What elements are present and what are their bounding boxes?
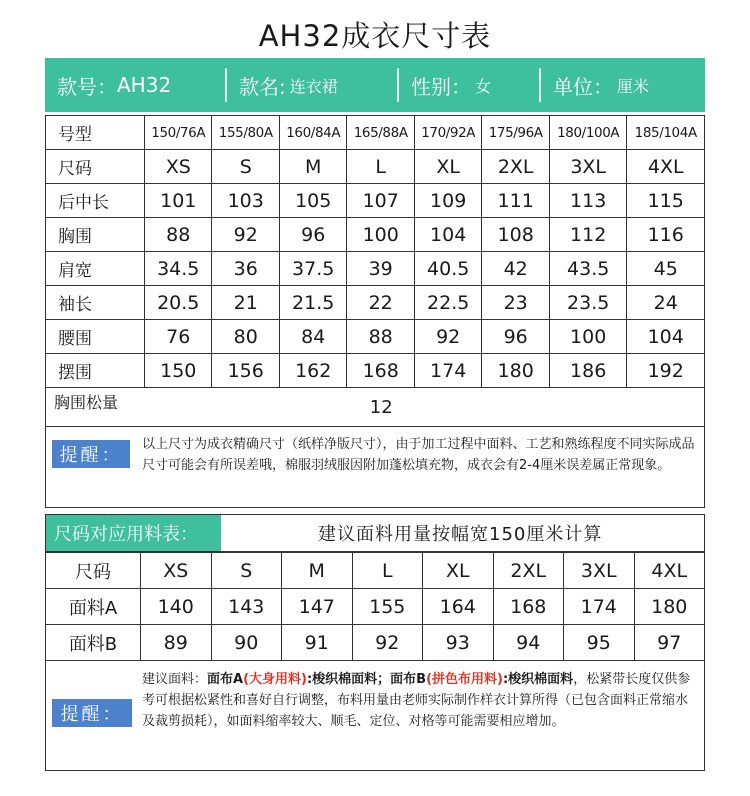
page-title: AH32成衣尺寸表 (258, 19, 492, 53)
table-cell: 21 (212, 286, 279, 320)
table-cell: 94 (493, 625, 564, 661)
suggest-label: 建议面料： (142, 672, 208, 687)
fabric-b-type: :梭织棉面料 (502, 672, 574, 687)
table-cell: 165/88A (347, 116, 414, 150)
header-bar (45, 58, 705, 112)
table-cell: 45 (627, 252, 705, 286)
table-cell: 147 (282, 589, 353, 625)
row-label: 尺码 (46, 150, 145, 184)
style-label: 款号： (57, 74, 117, 99)
table-cell: 162 (279, 354, 346, 388)
table-cell: XL (423, 553, 494, 589)
row-label: 肩宽 (46, 252, 145, 286)
table-cell: 107 (347, 184, 414, 218)
material-reminder-tag: 提醒： (52, 699, 132, 727)
table-cell: 170/92A (414, 116, 481, 150)
table-cell: 3XL (549, 150, 627, 184)
table-cell: 36 (212, 252, 279, 286)
table-cell: 180 (634, 589, 705, 625)
table-cell: 108 (482, 218, 549, 252)
material-note: ，松紧带长度仅供参考可根据松紧性和喜好自行调整，布料用量由老师实际制作样衣计算所得（已包含面料正常缩水及裁剪损耗），如面料缩率较大、顺毛、定位、对格等可能需要相应增加。 (142, 672, 691, 729)
table-cell: 115 (627, 184, 705, 218)
table-cell: XS (141, 553, 212, 589)
table-cell: 150 (145, 354, 212, 388)
table-cell: 88 (347, 320, 414, 354)
fabric-b-label: 面布B (390, 672, 427, 687)
table-cell: 104 (627, 320, 705, 354)
table-cell: 100 (549, 320, 627, 354)
table-cell: 42 (482, 252, 549, 286)
table-cell: L (352, 553, 423, 589)
row-label: 面料A (46, 589, 141, 625)
reminder-box (45, 424, 705, 508)
table-cell: 2XL (482, 150, 549, 184)
table-cell: M (282, 553, 353, 589)
table-cell: 113 (549, 184, 627, 218)
table-cell: S (211, 553, 282, 589)
style-name (227, 58, 397, 112)
row-label: 胸围 (46, 218, 145, 252)
table-cell: S (212, 150, 279, 184)
unit-label: 单位： (553, 74, 613, 99)
table-cell: 174 (414, 354, 481, 388)
table-cell: 174 (564, 589, 635, 625)
table-cell: 76 (145, 320, 212, 354)
table-cell: 175/96A (482, 116, 549, 150)
table-cell: 93 (423, 625, 494, 661)
table-cell: 39 (347, 252, 414, 286)
table-cell: 89 (141, 625, 212, 661)
table-cell: 104 (414, 218, 481, 252)
table-cell: 92 (212, 218, 279, 252)
table-cell: 96 (279, 218, 346, 252)
table-cell: 180 (482, 354, 549, 388)
table-cell: 4XL (627, 150, 705, 184)
table-cell: 88 (145, 218, 212, 252)
table-cell: 95 (564, 625, 635, 661)
table-cell: 150/76A (145, 116, 212, 150)
table-cell: 97 (634, 625, 705, 661)
size-table (45, 115, 705, 427)
table-cell: M (279, 150, 346, 184)
table-cell: 100 (347, 218, 414, 252)
table-cell: 116 (627, 218, 705, 252)
table-cell: 20.5 (145, 286, 212, 320)
unit-value: 厘米 (617, 76, 650, 96)
table-cell: 90 (211, 625, 282, 661)
looseness-label: 胸围松量 (46, 388, 145, 427)
table-cell: 84 (279, 320, 346, 354)
table-cell: 109 (414, 184, 481, 218)
gender-label: 性别： (411, 74, 471, 99)
table-cell: 96 (482, 320, 549, 354)
style-number (45, 58, 225, 112)
fabric-a-type: :梭织棉面料； (306, 672, 391, 687)
table-cell: 40.5 (414, 252, 481, 286)
table-row (46, 184, 705, 218)
row-label: 袖长 (46, 286, 145, 320)
table-row (46, 150, 705, 184)
name-label: 款名: (239, 74, 286, 99)
fabric-b-use: (拼色布用料) (426, 672, 503, 687)
table-cell: 155/80A (212, 116, 279, 150)
table-cell: 105 (279, 184, 346, 218)
table-cell: 24 (627, 286, 705, 320)
table-cell: 140 (141, 589, 212, 625)
table-cell: 91 (282, 625, 353, 661)
table-cell: 156 (212, 354, 279, 388)
table-cell: 23 (482, 286, 549, 320)
fabric-a-label: 面布A (207, 672, 244, 687)
material-reminder-text (142, 669, 700, 732)
table-cell: 192 (627, 354, 705, 388)
table-row (46, 286, 705, 320)
table-cell: 155 (352, 589, 423, 625)
row-label: 尺码 (46, 553, 141, 589)
table-cell: 186 (549, 354, 627, 388)
table-cell: 164 (423, 589, 494, 625)
table-row (46, 589, 705, 625)
table-cell: 168 (347, 354, 414, 388)
gender (399, 58, 539, 112)
unit (541, 58, 701, 112)
table-cell: 2XL (493, 553, 564, 589)
row-label: 号型 (46, 116, 145, 150)
table-cell: XL (414, 150, 481, 184)
material-table (45, 552, 705, 661)
table-row (46, 320, 705, 354)
table-row (46, 354, 705, 388)
table-cell: 43.5 (549, 252, 627, 286)
table-cell: 168 (493, 589, 564, 625)
table-cell: 111 (482, 184, 549, 218)
material-header (45, 514, 705, 552)
table-row (46, 388, 705, 427)
table-cell: 180/100A (549, 116, 627, 150)
name-value: 连衣裙 (289, 76, 338, 96)
table-cell: 34.5 (145, 252, 212, 286)
reminder-tag: 提醒： (52, 440, 130, 468)
looseness-value: 12 (145, 388, 705, 427)
row-label: 后中长 (46, 184, 145, 218)
table-cell: 23.5 (549, 286, 627, 320)
table-cell: 21.5 (279, 286, 346, 320)
material-reminder-box (45, 657, 705, 771)
material-desc: 建议面料用量按幅宽150厘米计算 (318, 524, 603, 545)
table-cell: 101 (145, 184, 212, 218)
table-cell: L (347, 150, 414, 184)
table-row (46, 218, 705, 252)
table-cell: 185/104A (627, 116, 705, 150)
table-row (46, 116, 705, 150)
table-cell: 4XL (634, 553, 705, 589)
table-cell: 112 (549, 218, 627, 252)
table-cell: 103 (212, 184, 279, 218)
table-cell: 22.5 (414, 286, 481, 320)
table-cell: 22 (347, 286, 414, 320)
table-cell: 3XL (564, 553, 635, 589)
reminder-text: 以上尺寸为成衣精确尺寸（纸样净版尺寸），由于加工过程中面料、工艺和熟练程度不同实际成品尺寸可能会有所误差哦，棉服羽绒服因附加蓬松填充物，成衣会有2-4厘米误差属正常现象。 (142, 437, 695, 473)
gender-value: 女 (475, 76, 492, 96)
table-row (46, 252, 705, 286)
material-tag: 尺码对应用料表： (46, 515, 221, 551)
row-label: 摆围 (46, 354, 145, 388)
fabric-a-use: (大身用料) (243, 672, 307, 687)
table-cell: 92 (352, 625, 423, 661)
table-cell: 80 (212, 320, 279, 354)
row-label: 腰围 (46, 320, 145, 354)
table-row (46, 625, 705, 661)
row-label: 面料B (46, 625, 141, 661)
table-cell: 37.5 (279, 252, 346, 286)
style-value: AH32 (117, 73, 172, 97)
table-cell: 160/84A (279, 116, 346, 150)
table-cell: 143 (211, 589, 282, 625)
table-row (46, 553, 705, 589)
table-cell: XS (145, 150, 212, 184)
table-cell: 92 (414, 320, 481, 354)
